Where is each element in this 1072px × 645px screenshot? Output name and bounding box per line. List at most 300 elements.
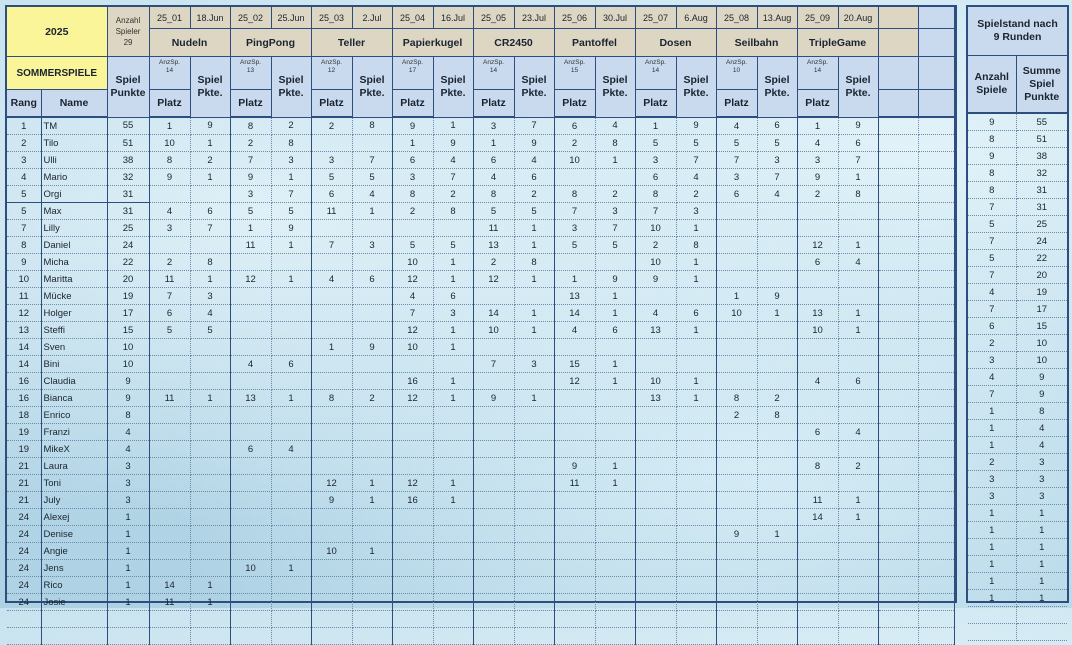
platz-cell: 5 — [392, 237, 433, 254]
platz-cell — [716, 611, 757, 628]
platz-cell: 5 — [149, 322, 190, 339]
platz-cell — [311, 560, 352, 577]
spielpunkte-cell — [676, 577, 716, 594]
games-played: 1 — [968, 437, 1016, 454]
table-row — [7, 611, 954, 628]
platz-cell — [311, 458, 352, 475]
platz-cell: 11 — [230, 237, 271, 254]
platz-cell: 10 — [392, 254, 433, 271]
platz-cell: 7 — [554, 203, 595, 220]
platz-cell — [392, 220, 433, 237]
spielpunkte-cell — [190, 441, 230, 458]
spielpunkte-cell — [433, 577, 473, 594]
spielpunkte-cell — [433, 628, 473, 645]
sum-points: 1 — [1016, 590, 1067, 607]
spielpunkte-cell — [271, 305, 311, 322]
platz-cell — [797, 441, 838, 458]
spielpunkte-cell: 4 — [757, 186, 797, 203]
extra-col — [918, 254, 954, 271]
spielpunkte-cell: 1 — [352, 475, 392, 492]
platz-header: Platz — [311, 90, 352, 118]
platz-cell: 8 — [554, 186, 595, 203]
table-row — [7, 339, 954, 356]
platz-cell: 1 — [797, 117, 838, 135]
platz-cell — [716, 560, 757, 577]
summary-row — [968, 165, 1067, 182]
extra-col — [878, 390, 918, 407]
platz-cell: 10 — [554, 152, 595, 169]
summary-row — [968, 522, 1067, 539]
rank-cell: 3 — [7, 152, 41, 169]
platz-cell — [311, 441, 352, 458]
extra-col — [918, 628, 954, 645]
platz-cell — [149, 424, 190, 441]
spielpunkte-cell: 1 — [676, 322, 716, 339]
spielpunkte-cell — [514, 424, 554, 441]
total-points: 17 — [107, 305, 149, 322]
sum-points: 1 — [1016, 573, 1067, 590]
platz-cell — [149, 356, 190, 373]
platz-cell — [311, 628, 352, 645]
platz-cell — [554, 526, 595, 543]
extra-col — [878, 475, 918, 492]
platz-cell — [797, 526, 838, 543]
spielpunkte-cell: 3 — [271, 152, 311, 169]
platz-cell: 2 — [473, 254, 514, 271]
total-points: 31 — [107, 186, 149, 203]
platz-cell: 3 — [473, 117, 514, 135]
platz-cell — [149, 407, 190, 424]
platz-cell: 1 — [635, 117, 676, 135]
platz-cell: 13 — [473, 237, 514, 254]
player-name: Claudia — [41, 373, 107, 390]
total-points: 31 — [107, 203, 149, 220]
platz-cell — [554, 407, 595, 424]
player-name: Micha — [41, 254, 107, 271]
platz-cell — [797, 577, 838, 594]
spielpunkte-cell — [838, 407, 878, 424]
player-name: Maritta — [41, 271, 107, 288]
spielpunkte-cell — [595, 560, 635, 577]
anz-spieler-cell — [311, 57, 352, 90]
total-points: 51 — [107, 135, 149, 152]
platz-cell — [230, 322, 271, 339]
spielpunkte-cell — [676, 611, 716, 628]
spielpunkte-cell — [433, 220, 473, 237]
platz-cell: 8 — [797, 458, 838, 475]
platz-cell: 11 — [797, 492, 838, 509]
summary-row — [968, 318, 1067, 335]
season-label: SOMMERSPIELE — [7, 57, 107, 90]
anz-spieler-cell — [797, 57, 838, 90]
extra-col — [878, 186, 918, 203]
spielpunkte-cell: 1 — [190, 577, 230, 594]
platz-cell — [230, 373, 271, 390]
sum-points: 4 — [1016, 437, 1067, 454]
spielpunkte-cell — [190, 237, 230, 254]
rank-cell: 24 — [7, 526, 41, 543]
platz-cell — [635, 441, 676, 458]
spielpunkte-cell — [352, 220, 392, 237]
spielpunkte-cell — [838, 611, 878, 628]
spielpunkte-cell: 4 — [676, 169, 716, 186]
standings-table — [7, 7, 955, 645]
platz-cell — [797, 560, 838, 577]
spielpunkte-cell: 1 — [514, 390, 554, 407]
sum-points: 3 — [1016, 488, 1067, 505]
platz-cell — [149, 237, 190, 254]
games-played: 1 — [968, 420, 1016, 437]
rank-cell: 21 — [7, 475, 41, 492]
platz-cell: 9 — [716, 526, 757, 543]
platz-cell: 12 — [392, 390, 433, 407]
table-row — [7, 220, 954, 237]
game-code: 25_05 — [473, 7, 514, 29]
spielpunkte-cell: 1 — [271, 560, 311, 577]
spielpunkte-cell: 5 — [433, 237, 473, 254]
summary-table — [968, 7, 1067, 641]
extra-col — [918, 611, 954, 628]
platz-cell — [797, 339, 838, 356]
spielpunkte-cell: 5 — [595, 237, 635, 254]
platz-cell — [716, 577, 757, 594]
platz-cell — [311, 322, 352, 339]
platz-cell: 10 — [311, 543, 352, 560]
anz-value: 14 — [489, 67, 498, 74]
game-code: 25_02 — [230, 7, 271, 29]
platz-cell: 9 — [554, 458, 595, 475]
platz-cell — [635, 543, 676, 560]
extra-col — [918, 424, 954, 441]
platz-cell: 12 — [554, 373, 595, 390]
rank-cell: 12 — [7, 305, 41, 322]
spielpunkte-cell: 1 — [757, 526, 797, 543]
spielpunkte-cell: 5 — [514, 203, 554, 220]
game-name: Dosen — [635, 29, 716, 57]
platz-cell: 4 — [392, 288, 433, 305]
platz-cell — [230, 407, 271, 424]
platz-cell: 10 — [635, 220, 676, 237]
platz-cell — [149, 543, 190, 560]
platz-cell: 3 — [149, 220, 190, 237]
spielpunkte-cell — [433, 560, 473, 577]
rank-cell: 4 — [7, 169, 41, 186]
spielpunkte-cell — [757, 577, 797, 594]
spielpunkte-cell: 3 — [433, 305, 473, 322]
spielpunkte-cell: 1 — [838, 322, 878, 339]
platz-cell: 12 — [392, 271, 433, 288]
table-row — [7, 458, 954, 475]
platz-cell: 9 — [473, 390, 514, 407]
platz-cell: 11 — [554, 475, 595, 492]
platz-cell — [473, 611, 514, 628]
player-name: TM — [41, 117, 107, 135]
platz-cell — [230, 526, 271, 543]
summary-row — [968, 250, 1067, 267]
spielpunkte-cell: 1 — [676, 254, 716, 271]
platz-cell — [473, 543, 514, 560]
platz-cell — [635, 611, 676, 628]
platz-cell: 10 — [149, 135, 190, 152]
spielpunkte-cell: 6 — [676, 305, 716, 322]
spielpunkte-cell: 1 — [595, 475, 635, 492]
platz-cell: 3 — [392, 169, 433, 186]
spielpunkte-cell — [514, 441, 554, 458]
spielpunkte-cell: 8 — [676, 237, 716, 254]
games-played: 7 — [968, 386, 1016, 403]
table-row — [7, 373, 954, 390]
total-points: 1 — [107, 509, 149, 526]
spielpunkte-cell — [190, 458, 230, 475]
spielpunkte-cell — [757, 339, 797, 356]
platz-cell — [230, 492, 271, 509]
platz-cell: 13 — [635, 390, 676, 407]
platz-cell — [392, 407, 433, 424]
player-name: Denise — [41, 526, 107, 543]
game-code: 25_06 — [554, 7, 595, 29]
spielpunkte-cell: 1 — [433, 390, 473, 407]
platz-cell — [473, 509, 514, 526]
table-row — [7, 424, 954, 441]
platz-cell — [635, 509, 676, 526]
summary-row — [968, 369, 1067, 386]
player-name: Franzi — [41, 424, 107, 441]
player-name: Bianca — [41, 390, 107, 407]
platz-cell — [554, 611, 595, 628]
table-row — [7, 322, 954, 339]
sum-points: 31 — [1016, 182, 1067, 199]
table-row — [7, 305, 954, 322]
spielpunkte-cell: 9 — [352, 339, 392, 356]
game-code: 25_04 — [392, 7, 433, 29]
table-row — [7, 356, 954, 373]
extra-col — [918, 458, 954, 475]
anz-spieler-cell — [392, 57, 433, 90]
spielpunkte-cell — [271, 339, 311, 356]
spiel-pkte-header: Spiel Pkte. — [595, 57, 635, 118]
games-played: 3 — [968, 471, 1016, 488]
platz-cell — [473, 458, 514, 475]
game-code: 25_01 — [149, 7, 190, 29]
extra-col — [918, 57, 954, 90]
extra-col — [878, 611, 918, 628]
platz-cell: 3 — [635, 152, 676, 169]
games-played — [968, 607, 1016, 624]
spielpunkte-cell — [676, 492, 716, 509]
total-points: 9 — [107, 390, 149, 407]
summary-row — [968, 386, 1067, 403]
extra-col — [918, 237, 954, 254]
spielpunkte-cell — [271, 628, 311, 645]
platz-cell: 7 — [473, 356, 514, 373]
table-row — [7, 117, 954, 135]
game-date: 13.Aug — [757, 7, 797, 29]
platz-cell: 11 — [149, 594, 190, 611]
platz-cell — [311, 526, 352, 543]
platz-cell: 9 — [149, 169, 190, 186]
spielpunkte-cell — [190, 373, 230, 390]
extra-col — [918, 152, 954, 169]
spielpunkte-cell: 5 — [271, 203, 311, 220]
platz-cell: 13 — [635, 322, 676, 339]
spielpunkte-cell — [514, 543, 554, 560]
platz-cell — [635, 526, 676, 543]
platz-cell — [230, 424, 271, 441]
spielpunkte-cell — [757, 271, 797, 288]
spielpunkte-cell — [271, 424, 311, 441]
spielpunkte-cell: 2 — [595, 186, 635, 203]
anz-spieler-cell — [230, 57, 271, 90]
platz-cell — [311, 135, 352, 152]
total-points: 24 — [107, 237, 149, 254]
platz-cell — [635, 458, 676, 475]
games-played: 5 — [968, 216, 1016, 233]
anz-label: AnzSp. — [564, 59, 585, 66]
spielpunkte-cell — [676, 288, 716, 305]
sum-points: 55 — [1016, 113, 1067, 131]
platz-cell — [473, 577, 514, 594]
platz-cell: 15 — [554, 356, 595, 373]
extra-col — [918, 441, 954, 458]
platz-cell: 14 — [797, 509, 838, 526]
summary-row — [968, 420, 1067, 437]
spielpunkte-cell — [514, 492, 554, 509]
extra-col — [918, 390, 954, 407]
platz-cell — [797, 288, 838, 305]
spielpunkte-cell: 7 — [514, 117, 554, 135]
platz-cell — [554, 169, 595, 186]
extra-col — [878, 117, 918, 135]
rank-cell: 24 — [7, 560, 41, 577]
table-row — [7, 526, 954, 543]
spielpunkte-cell: 1 — [433, 373, 473, 390]
spielpunkte-cell: 7 — [676, 152, 716, 169]
platz-cell: 8 — [392, 186, 433, 203]
spielpunkte-cell — [352, 560, 392, 577]
platz-cell: 12 — [392, 322, 433, 339]
platz-cell: 3 — [230, 186, 271, 203]
games-played: 1 — [968, 505, 1016, 522]
extra-col — [918, 322, 954, 339]
spielpunkte-cell — [433, 611, 473, 628]
spielpunkte-cell: 1 — [676, 390, 716, 407]
anz-label: AnzSp. — [159, 59, 180, 66]
summary-row — [968, 284, 1067, 301]
platz-cell — [716, 203, 757, 220]
games-played: 7 — [968, 267, 1016, 284]
spielpunkte-cell — [190, 509, 230, 526]
summary-row — [968, 352, 1067, 369]
platz-cell: 6 — [554, 117, 595, 135]
platz-cell — [797, 611, 838, 628]
platz-cell — [716, 424, 757, 441]
spielpunkte-cell — [595, 254, 635, 271]
spielpunkte-cell — [271, 543, 311, 560]
platz-cell — [716, 628, 757, 645]
sum-points: 4 — [1016, 420, 1067, 437]
platz-cell: 8 — [230, 117, 271, 135]
spielpunkte-cell: 4 — [838, 254, 878, 271]
spielpunkte-cell — [190, 560, 230, 577]
spielpunkte-cell: 2 — [352, 390, 392, 407]
platz-cell — [230, 339, 271, 356]
spielpunkte-cell — [433, 407, 473, 424]
rank-cell: 2 — [7, 135, 41, 152]
total-points: 22 — [107, 254, 149, 271]
summary-row — [968, 573, 1067, 590]
extra-col — [878, 424, 918, 441]
name-header: Name — [41, 90, 107, 118]
games-played: 1 — [968, 573, 1016, 590]
game-code: 25_09 — [797, 7, 838, 29]
platz-cell — [797, 407, 838, 424]
summary-row — [968, 403, 1067, 420]
rank-cell: 9 — [7, 254, 41, 271]
spielpunkte-cell — [271, 577, 311, 594]
spielpunkte-cell — [433, 458, 473, 475]
platz-cell — [716, 237, 757, 254]
platz-cell: 3 — [554, 220, 595, 237]
platz-cell: 5 — [554, 237, 595, 254]
spiel-pkte-header: Spiel Pkte. — [190, 57, 230, 118]
sum-points: 24 — [1016, 233, 1067, 250]
platz-header: Platz — [797, 90, 838, 118]
spielpunkte-cell — [676, 339, 716, 356]
spielpunkte-cell: 1 — [271, 271, 311, 288]
spielpunkte-cell — [757, 254, 797, 271]
platz-cell: 9 — [635, 271, 676, 288]
extra-col — [918, 305, 954, 322]
total-points: 10 — [107, 339, 149, 356]
spielpunkte-cell — [433, 526, 473, 543]
player-name: Tilo — [41, 135, 107, 152]
sum-points: 51 — [1016, 131, 1067, 148]
player-name: MikeX — [41, 441, 107, 458]
platz-cell: 16 — [392, 373, 433, 390]
spiel-pkte-header: Spiel Pkte. — [433, 57, 473, 118]
spielpunkte-cell: 2 — [271, 117, 311, 135]
spielpunkte-cell: 4 — [595, 117, 635, 135]
platz-cell — [392, 611, 433, 628]
platz-header: Platz — [392, 90, 433, 118]
table-row — [7, 237, 954, 254]
spielpunkte-cell — [352, 611, 392, 628]
table-row — [7, 152, 954, 169]
summary-row — [968, 488, 1067, 505]
game-date: 6.Aug — [676, 7, 716, 29]
platz-cell — [797, 475, 838, 492]
extra-col — [878, 29, 918, 57]
spielpunkte-cell — [757, 203, 797, 220]
player-name: Mario — [41, 169, 107, 186]
spielpunkte-cell: 9 — [433, 135, 473, 152]
platz-cell — [716, 543, 757, 560]
rank-cell — [7, 611, 41, 628]
extra-col — [918, 90, 954, 118]
summary-row — [968, 590, 1067, 607]
summary-row — [968, 556, 1067, 573]
spiel-pkte-header: Spiel Pkte. — [352, 57, 392, 118]
rank-cell: 24 — [7, 543, 41, 560]
extra-col — [878, 305, 918, 322]
spielpunkte-cell: 1 — [352, 203, 392, 220]
anz-value: 10 — [732, 67, 741, 74]
spielpunkte-cell — [514, 288, 554, 305]
spielpunkte-cell — [352, 424, 392, 441]
extra-col — [878, 356, 918, 373]
spielpunkte-cell: 9 — [676, 117, 716, 135]
summary-row — [968, 199, 1067, 216]
